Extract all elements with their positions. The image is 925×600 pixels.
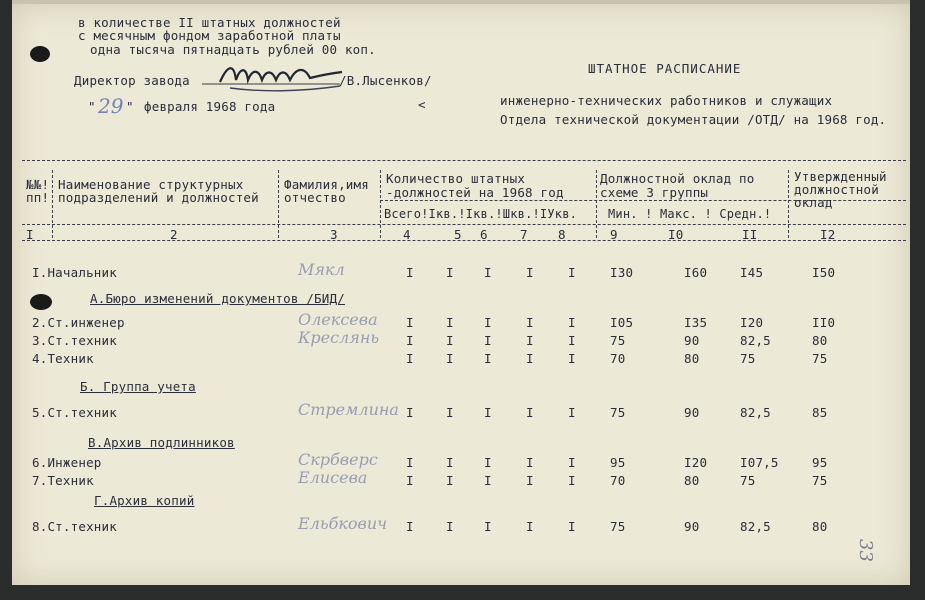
header-vsep-3 <box>380 170 381 238</box>
header-col5-line1: Должностной оклад по <box>600 171 755 186</box>
approval-date-quote-open: " <box>88 99 96 114</box>
row-quarter-count: I <box>568 519 576 534</box>
row-quarter-count: I <box>446 519 454 534</box>
row-salary-max: I60 <box>684 265 708 280</box>
row-quarter-count: I <box>526 405 534 420</box>
column-number: II <box>742 227 758 242</box>
row-quarter-count: I <box>406 333 414 348</box>
approval-line-3: одна тысяча пятнадцать рублей 00 коп. <box>90 42 376 57</box>
row-approved-salary: 75 <box>812 473 828 488</box>
row-quarter-count: I <box>446 455 454 470</box>
column-number: 4 <box>403 227 411 242</box>
row-quarter-count: I <box>526 455 534 470</box>
row-approved-salary: 75 <box>812 351 828 366</box>
row-quarter-count: I <box>446 351 454 366</box>
row-salary-max: 90 <box>684 405 700 420</box>
header-col6-line3: оклад <box>794 195 833 210</box>
row-approved-salary: 80 <box>812 519 828 534</box>
row-salary-min: I05 <box>610 315 634 330</box>
row-position-name: 2.Ст.инженер <box>32 315 125 330</box>
row-salary-avg: 75 <box>740 351 756 366</box>
row-quarter-count: I <box>526 473 534 488</box>
header-col6-line1: Утвержденный <box>794 169 887 184</box>
row-quarter-count: I <box>568 315 576 330</box>
row-quarter-count: I <box>484 519 492 534</box>
row-salary-min: 95 <box>610 455 626 470</box>
header-col1-line1: №№! <box>26 177 50 192</box>
header-col1-line2: пп! <box>26 190 50 205</box>
row-position-name: 6.Инженер <box>32 455 102 470</box>
row-salary-max: 80 <box>684 473 700 488</box>
header-rule-top <box>22 160 906 161</box>
approval-date-day: 29 <box>98 94 124 118</box>
row-quarter-count: I <box>484 265 492 280</box>
row-quarter-count: I <box>568 351 576 366</box>
column-number: 9 <box>610 227 618 242</box>
row-quarter-count: I <box>406 473 414 488</box>
row-quarter-count: I <box>406 405 414 420</box>
row-quarter-count: I <box>406 265 414 280</box>
row-salary-avg: 82,5 <box>740 519 771 534</box>
row-position-name: I.Начальник <box>32 265 117 280</box>
margin-mark: < <box>418 97 426 112</box>
row-salary-max: 90 <box>684 333 700 348</box>
row-salary-min: I30 <box>610 265 634 280</box>
row-quarter-count: I <box>446 333 454 348</box>
row-quarter-count: I <box>484 315 492 330</box>
document-title: ШТАТНОЕ РАСПИСАНИЕ <box>588 61 742 76</box>
row-quarter-count: I <box>526 315 534 330</box>
header-vsep-4 <box>596 170 597 238</box>
row-signature: Скрбверс <box>298 450 378 469</box>
row-salary-avg: I07,5 <box>740 455 779 470</box>
row-quarter-count: I <box>406 315 414 330</box>
row-quarter-count: I <box>526 519 534 534</box>
row-quarter-count: I <box>484 351 492 366</box>
approval-line-2: с месячным фондом заработной платы <box>78 28 341 43</box>
row-quarter-count: I <box>446 473 454 488</box>
row-salary-avg: 82,5 <box>740 333 771 348</box>
row-quarter-count: I <box>446 315 454 330</box>
section-heading: А.Бюро изменений документов /БИД/ <box>90 291 345 306</box>
row-quarter-count: I <box>484 455 492 470</box>
header-col5-line2: схеме 3 группы <box>600 185 709 200</box>
row-signature: Креслянь <box>298 328 380 347</box>
column-number: I <box>26 227 34 242</box>
column-number: I0 <box>668 227 684 242</box>
document-sheet <box>12 4 910 585</box>
row-signature: Елисева <box>298 468 368 487</box>
page-number: 33 <box>854 539 876 562</box>
row-salary-avg: I20 <box>740 315 764 330</box>
header-col4-sub: Всего!Iкв.!Iкв.!Шкв.!IУкв. <box>384 207 578 221</box>
column-number: 2 <box>170 227 178 242</box>
row-quarter-count: I <box>568 405 576 420</box>
approval-line-1: в количестве II штатных должностей <box>78 15 341 30</box>
approval-date-rest: февраля 1968 года <box>144 99 276 114</box>
row-quarter-count: I <box>568 473 576 488</box>
header-col6-line2: должностной <box>794 182 879 197</box>
row-quarter-count: I <box>484 405 492 420</box>
header-vsep-5 <box>788 170 789 238</box>
header-rule-bottom <box>22 240 906 241</box>
column-number: I2 <box>820 227 836 242</box>
row-salary-max: 80 <box>684 351 700 366</box>
row-quarter-count: I <box>526 351 534 366</box>
director-name: /В.Лысенков/ <box>339 73 432 88</box>
header-vsep-1 <box>52 170 53 238</box>
row-quarter-count: I <box>484 473 492 488</box>
ink-blot-middle <box>30 294 52 310</box>
row-quarter-count: I <box>406 455 414 470</box>
header-col3-line1: Фамилия,имя <box>284 177 369 192</box>
row-approved-salary: 95 <box>812 455 828 470</box>
column-number: 5 <box>454 227 462 242</box>
header-col2-line2: подразделений и должностей <box>58 190 259 205</box>
column-number: 6 <box>480 227 488 242</box>
approval-date-quote-close: " <box>126 99 134 114</box>
header-vsep-2 <box>278 170 279 238</box>
row-salary-min: 75 <box>610 333 626 348</box>
row-salary-max: I35 <box>684 315 708 330</box>
header-rule-mid <box>22 224 906 225</box>
header-col3-line2: отчество <box>284 190 346 205</box>
row-signature: Стремлина <box>298 400 399 419</box>
row-salary-avg: 82,5 <box>740 405 771 420</box>
director-signature <box>200 58 350 98</box>
row-position-name: 4.Техник <box>32 351 94 366</box>
director-label: Директор завода <box>74 73 190 88</box>
row-approved-salary: I50 <box>812 265 836 280</box>
row-salary-min: 75 <box>610 519 626 534</box>
row-approved-salary: 80 <box>812 333 828 348</box>
header-col2-line1: Наименование структурных <box>58 177 244 192</box>
header-col4-line1: Количество штатных <box>386 171 526 186</box>
row-salary-max: I20 <box>684 455 708 470</box>
row-quarter-count: I <box>406 351 414 366</box>
row-quarter-count: I <box>526 265 534 280</box>
column-number: 8 <box>558 227 566 242</box>
header-col5-sub: Мин. ! Макс. ! Средн.! <box>608 207 772 221</box>
row-salary-min: 70 <box>610 473 626 488</box>
section-heading: В.Архив подлинников <box>88 435 235 450</box>
row-quarter-count: I <box>568 265 576 280</box>
section-heading: Г.Архив копий <box>94 493 195 508</box>
document-subtitle-2: Отдела технической документации /ОТД/ на 1968 год. <box>500 112 887 127</box>
ink-blot-top <box>30 46 50 62</box>
row-quarter-count: I <box>484 333 492 348</box>
column-number: 3 <box>330 227 338 242</box>
row-position-name: 8.Ст.техник <box>32 519 117 534</box>
row-salary-min: 75 <box>610 405 626 420</box>
row-salary-max: 90 <box>684 519 700 534</box>
row-quarter-count: I <box>568 455 576 470</box>
row-position-name: 5.Ст.техник <box>32 405 117 420</box>
row-salary-avg: I45 <box>740 265 764 280</box>
row-quarter-count: I <box>446 265 454 280</box>
section-heading: Б. Группа учета <box>80 379 196 394</box>
row-quarter-count: I <box>446 405 454 420</box>
row-signature: Ельбкович <box>298 514 388 533</box>
header-col4-line2: -должностей на 1968 год <box>386 185 564 200</box>
row-salary-min: 70 <box>610 351 626 366</box>
row-position-name: 3.Ст.техник <box>32 333 117 348</box>
row-signature: Мякл <box>298 260 345 279</box>
row-approved-salary: 85 <box>812 405 828 420</box>
row-position-name: 7.Техник <box>32 473 94 488</box>
row-signature: Олексева <box>298 310 378 329</box>
document-subtitle-1: инженерно-технических работников и служащих <box>500 93 833 108</box>
row-quarter-count: I <box>568 333 576 348</box>
row-quarter-count: I <box>406 519 414 534</box>
row-salary-avg: 75 <box>740 473 756 488</box>
row-approved-salary: II0 <box>812 315 836 330</box>
column-number: 7 <box>520 227 528 242</box>
row-quarter-count: I <box>526 333 534 348</box>
